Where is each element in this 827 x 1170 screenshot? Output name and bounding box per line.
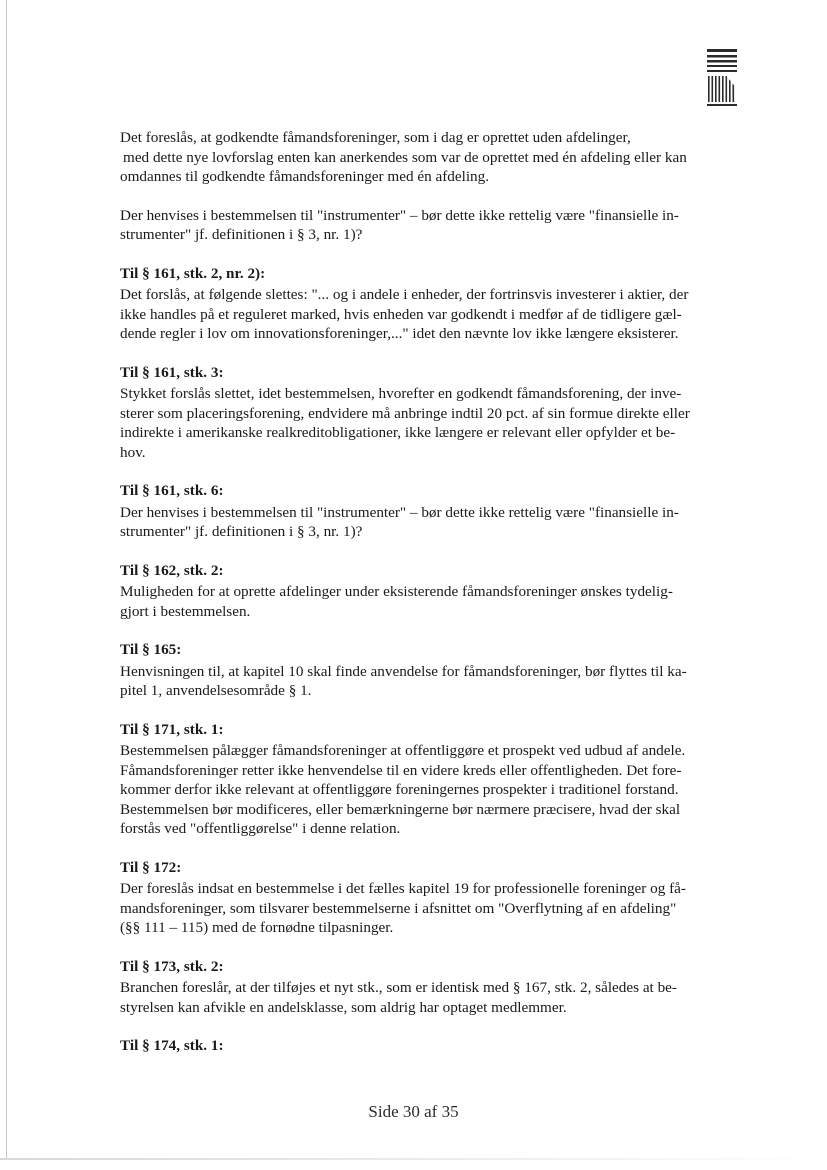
section-heading: Til § 161, stk. 3: — [120, 363, 224, 381]
section-171-1 — [120, 720, 760, 839]
section-161-3 — [120, 363, 760, 463]
page-number: Side 30 af 35 — [368, 1102, 459, 1121]
text-line: indirekte i amerikanske realkreditobligationer, ikke længere er relevant eller opfylder et be- — [120, 424, 676, 441]
text-line: med dette nye lovforslag enten kan anerkendes som var de oprettet med én afdeling eller kan — [123, 148, 687, 166]
text-line: Der henvises i bestemmelsen til "instrumenter" – bør dette ikke rettelig være "finansielle in- — [120, 206, 679, 224]
text-line: Bestemmelsen pålægger fåmandsforeninger at offentliggøre et prospekt ved udbud af andele. — [120, 742, 686, 759]
section-161-2-2 — [120, 264, 760, 344]
text-line: Bestemmelsen bør modificeres, eller bemærkningerne bør nærmere præcisere, hvad der skal — [120, 800, 681, 818]
text-line: Stykket forslås slettet, idet bestemmelsen, hvorefter en godkendt fåmandsforening, der inve- — [120, 385, 682, 402]
text-line: gjort i bestemmelsen. — [120, 602, 251, 620]
text-line: Muligheden for at oprette afdelinger under eksisterende fåmandsforeninger ønskes tydelig- — [120, 583, 673, 600]
text-line: styrelsen kan afvikle en andelsklasse, som aldrig har optaget medlemmer. — [120, 998, 567, 1016]
intro-paragraph — [120, 128, 760, 187]
text-line: (§§ 111 – 115) med de fornødne tilpasninger. — [120, 919, 394, 936]
text-line: Branchen foreslår, at der tilføjes et nyt stk., som er identisk med § 167, stk. 2, således at be- — [120, 979, 677, 996]
section-heading: Til § 173, stk. 2: — [120, 957, 224, 975]
organization-logo-icon — [707, 49, 737, 107]
text-line: pitel 1, anvendelsesområde § 1. — [120, 682, 312, 699]
text-line: strumenter" jf. definitionen i § 3, nr. 1)? — [120, 226, 363, 243]
section-heading: Til § 171, stk. 1: — [120, 720, 224, 738]
section-heading: Til § 165: — [120, 641, 182, 658]
page-bottom-edge — [0, 1158, 827, 1160]
section-heading: Til § 161, stk. 6: — [120, 482, 224, 499]
section-172 — [120, 858, 760, 938]
text-line: forstås ved "offentliggørelse" i denne relation. — [120, 820, 401, 837]
text-line: Henvisningen til, at kapitel 10 skal finde anvendelse for fåmandsforeninger, bør flyttes til ka- — [120, 662, 687, 680]
text-line: Det foreslås, at godkendte fåmandsforeninger, som i dag er oprettet uden afdelinger, — [120, 129, 631, 146]
section-174-1 — [120, 1036, 760, 1056]
text-line: Der henvises i bestemmelsen til "instrumenter" – bør dette ikke rettelig være "finansielle in- — [120, 503, 679, 521]
text-line: Fåmandsforeninger retter ikke henvendelse til en videre kreds eller offentligheden. Det fore- — [120, 761, 682, 779]
section-heading: Til § 172: — [120, 858, 182, 876]
text-line: dende regler i lov om innovationsforeninger,..." idet den nævnte lov ikke længere eksisterer. — [120, 325, 679, 342]
text-line: Det forslås, at følgende slettes: "... og i andele i enheder, der fortrinsvis investerer i aktier, der — [120, 286, 689, 303]
section-162-2 — [120, 561, 760, 622]
page-left-edge — [6, 0, 7, 1160]
text-line: omdannes til godkendte fåmandsforeninger med én afdeling. — [120, 168, 490, 185]
section-heading: Til § 161, stk. 2, nr. 2): — [120, 264, 266, 282]
text-line: strumenter" jf. definitionen i § 3, nr. 1)? — [120, 523, 363, 540]
section-heading: Til § 162, stk. 2: — [120, 561, 224, 579]
text-line: hov. — [120, 443, 146, 461]
text-line: mandsforeninger, som tilsvarer bestemmelserne i afsnittet om "Overflytning af en afdeling" — [120, 899, 677, 917]
section-173-2 — [120, 957, 760, 1018]
text-line: sterer som placeringsforening, endvidere må anbringe indtil 20 pct. af sin formue direkte eller — [120, 404, 690, 422]
section-161-6 — [120, 481, 760, 542]
document-body — [120, 128, 760, 1075]
section-165 — [120, 640, 760, 701]
section-heading: Til § 174, stk. 1: — [120, 1037, 224, 1054]
text-line: ikke handles på et reguleret marked, hvis enheden var godkendt i medfør af de tidligere gæl- — [120, 305, 682, 323]
reference-paragraph — [120, 206, 760, 245]
text-line: kommer derfor ikke relevant at offentliggøre foreningernes prospekter i traditionel forstand. — [120, 781, 679, 798]
text-line: Der foreslås indsat en bestemmelse i det fælles kapitel 19 for professionelle foreninger og få- — [120, 880, 686, 897]
